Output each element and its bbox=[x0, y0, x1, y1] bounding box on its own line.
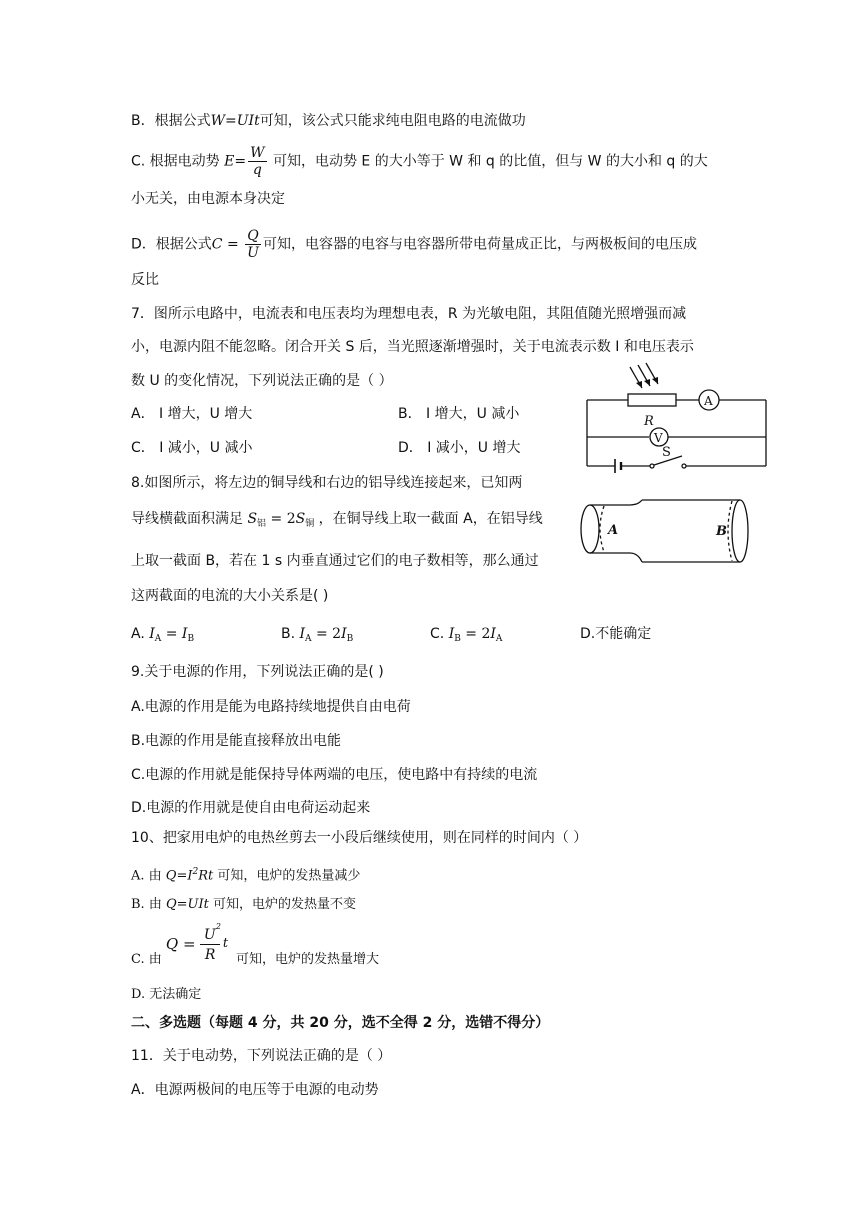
q7-option-b: B． I 增大，U 减小 bbox=[398, 406, 520, 422]
formula-sub: 铝 bbox=[257, 519, 267, 529]
q10-option-a bbox=[131, 862, 360, 886]
formula-i: I bbox=[490, 626, 496, 642]
q6-c-line2: 小无关，由电源本身决定 bbox=[131, 191, 285, 207]
frac-den: U bbox=[247, 245, 259, 261]
option-label: C. bbox=[430, 626, 445, 642]
formula-num: U bbox=[203, 927, 216, 943]
q6-d-text: D．根据公式 bbox=[131, 236, 212, 253]
voltmeter-label: V bbox=[654, 431, 663, 445]
frac-den: q bbox=[248, 161, 266, 178]
formula-rt: Rt bbox=[198, 868, 214, 884]
option-label: B. bbox=[281, 626, 296, 642]
q8-stem-line1: 8.如图所示，将左边的铜导线和右边的铝导线连接起来，已知两 bbox=[131, 475, 523, 491]
q7-stem-line3: 数 U 的变化情况，下列说法正确的是（ ） bbox=[131, 373, 393, 389]
formula-eq: = bbox=[161, 626, 182, 642]
formula-sub: B bbox=[187, 634, 195, 644]
formula-i: I bbox=[341, 626, 347, 642]
q6-b-text: B．根据公式 bbox=[131, 113, 211, 129]
formula-eq: = 2 bbox=[460, 626, 491, 642]
q6-c-tail: 可知，电动势 E 的大小等于 W 和 q 的比值，但与 W 的大小和 q 的大 bbox=[268, 153, 708, 170]
q7-option-c: C． I 减小，U 减小 bbox=[131, 440, 253, 456]
q9-option-a: A.电源的作用是能为电路持续地提供自由电荷 bbox=[131, 699, 411, 715]
q9-stem: 9.关于电源的作用，下列说法正确的是( ) bbox=[131, 664, 384, 680]
option-label: A. bbox=[131, 626, 145, 642]
q7-option-d: D． I 减小，U 增大 bbox=[398, 440, 521, 456]
option-tail: 可知，电炉的发热量增大 bbox=[236, 952, 380, 967]
q7-circuit-diagram bbox=[578, 362, 778, 474]
q6-b-tail: 可知，该公式只能求纯电阻电路的电流做功 bbox=[259, 113, 526, 129]
formula-e: E bbox=[224, 153, 235, 170]
ammeter-label: A bbox=[704, 394, 713, 408]
q9-option-d: D.电源的作用就是使自由电荷运动起来 bbox=[131, 800, 371, 816]
option-text: C. 由 bbox=[131, 952, 162, 967]
formula-sub: A bbox=[305, 634, 312, 644]
resistor-label: R bbox=[644, 414, 654, 429]
q7-stem-line1: 7．图所示电路中，电流表和电压表均为理想电表，R 为光敏电阻，其阻值随光照增强而减 bbox=[131, 306, 687, 322]
option-tail: 可知，电炉的发热量不变 bbox=[208, 897, 356, 912]
formula-exp: 2 bbox=[215, 922, 221, 931]
formula-sub: A bbox=[495, 634, 503, 644]
formula-i: I bbox=[448, 626, 455, 642]
formula-sub: B bbox=[454, 634, 461, 644]
formula-sub: A bbox=[154, 634, 162, 644]
q11-stem: 11．关于电动势，下列说法正确的是（ ） bbox=[131, 1048, 392, 1064]
q6-d-line2: 反比 bbox=[131, 272, 159, 288]
q8-stem-line3: 上取一截面 B，若在 1 s 内垂直通过它们的电子数相等，那么通过 bbox=[131, 553, 539, 569]
fraction-w-over-q bbox=[248, 145, 266, 178]
formula-eq: = bbox=[225, 113, 237, 129]
q10-stem: 10、把家用电炉的电热丝剪去一小段后继续使用，则在同样的时间内（ ） bbox=[131, 830, 588, 846]
option-text: A. 由 bbox=[131, 868, 166, 884]
formula-eq: = 2 bbox=[311, 626, 342, 642]
q10-option-d: D. 无法确定 bbox=[131, 987, 202, 1002]
q8-option-c bbox=[430, 624, 502, 649]
q8-stem-line4: 这两截面的电流的大小关系是( ) bbox=[131, 588, 329, 604]
formula-sub: B bbox=[346, 634, 354, 644]
formula-sub: 铜 bbox=[305, 519, 315, 529]
formula-uit: UIt bbox=[236, 113, 260, 129]
formula-q-u2-r-t bbox=[165, 922, 232, 982]
q6-option-c bbox=[131, 145, 708, 178]
formula-eq: = bbox=[234, 153, 247, 170]
q7-option-a: A． I 增大，U 增大 bbox=[131, 406, 253, 422]
frac-num: Q bbox=[247, 228, 259, 244]
formula-lhs: Q = bbox=[165, 935, 196, 953]
option-tail: 可知，电炉的发热量减少 bbox=[213, 868, 361, 884]
q10-option-b bbox=[131, 895, 356, 915]
q8-option-b bbox=[281, 624, 353, 649]
q9-option-b: B.电源的作用是能直接释放出电能 bbox=[131, 733, 342, 749]
section-b-label: B bbox=[716, 524, 727, 539]
q6-option-d bbox=[131, 228, 697, 261]
formula-den: R bbox=[204, 947, 216, 963]
q8-option-a bbox=[131, 624, 194, 649]
section-title-multiple-choice: 二、多选题（每题 4 分，共 20 分，选不全得 2 分，选错不得分） bbox=[131, 1015, 550, 1031]
formula-c: C bbox=[211, 236, 223, 253]
q10-option-c bbox=[131, 922, 380, 990]
fraction-bar bbox=[200, 944, 220, 945]
q6-c-text: C. 根据电动势 bbox=[131, 153, 225, 170]
formula-exponent: 2 bbox=[192, 867, 199, 877]
frac-num: W bbox=[250, 145, 265, 161]
fraction-q-over-u bbox=[245, 228, 261, 261]
option-text: B. 由 bbox=[131, 897, 166, 912]
switch-label: S bbox=[662, 445, 671, 460]
formula-w: W bbox=[210, 113, 225, 129]
formula-q-eq-i: Q=I bbox=[165, 868, 193, 884]
formula-q-eq-uit: Q=UIt bbox=[165, 897, 209, 912]
formula-s: S bbox=[247, 511, 258, 527]
q8-option-d: D.不能确定 bbox=[580, 626, 652, 642]
photoresistor bbox=[628, 394, 676, 406]
q11-option-a: A．电源两极间的电压等于电源的电动势 bbox=[131, 1082, 379, 1098]
q7-stem-line2: 小，电源内阻不能忽略。闭合开关 S 后，当光照逐渐增强时，关于电流表示数 I 和电压表示 bbox=[131, 339, 694, 355]
q6-d-tail: 可知，电容器的电容与电容器所带电荷量成正比，与两极板间的电压成 bbox=[262, 236, 697, 253]
formula-i: I bbox=[181, 626, 188, 642]
q8-wire-diagram bbox=[568, 496, 758, 568]
q8-stem-line2 bbox=[131, 509, 543, 534]
q6-option-b bbox=[131, 111, 526, 131]
formula-eq: = 2 bbox=[266, 511, 296, 527]
formula-t: t bbox=[222, 936, 229, 951]
q8-line2-tail: ，在铜导线上取一截面 A，在铝导线 bbox=[314, 511, 543, 527]
section-a-label: A bbox=[608, 523, 619, 538]
q8-line2-text: 导线横截面积满足 bbox=[131, 511, 248, 527]
formula-i: I bbox=[299, 626, 306, 642]
formula-s: S bbox=[295, 511, 306, 527]
formula-i: I bbox=[149, 626, 155, 642]
formula-eq: = bbox=[222, 236, 244, 253]
q9-option-c: C.电源的作用就是能保持导体两端的电压，使电路中有持续的电流 bbox=[131, 767, 538, 783]
